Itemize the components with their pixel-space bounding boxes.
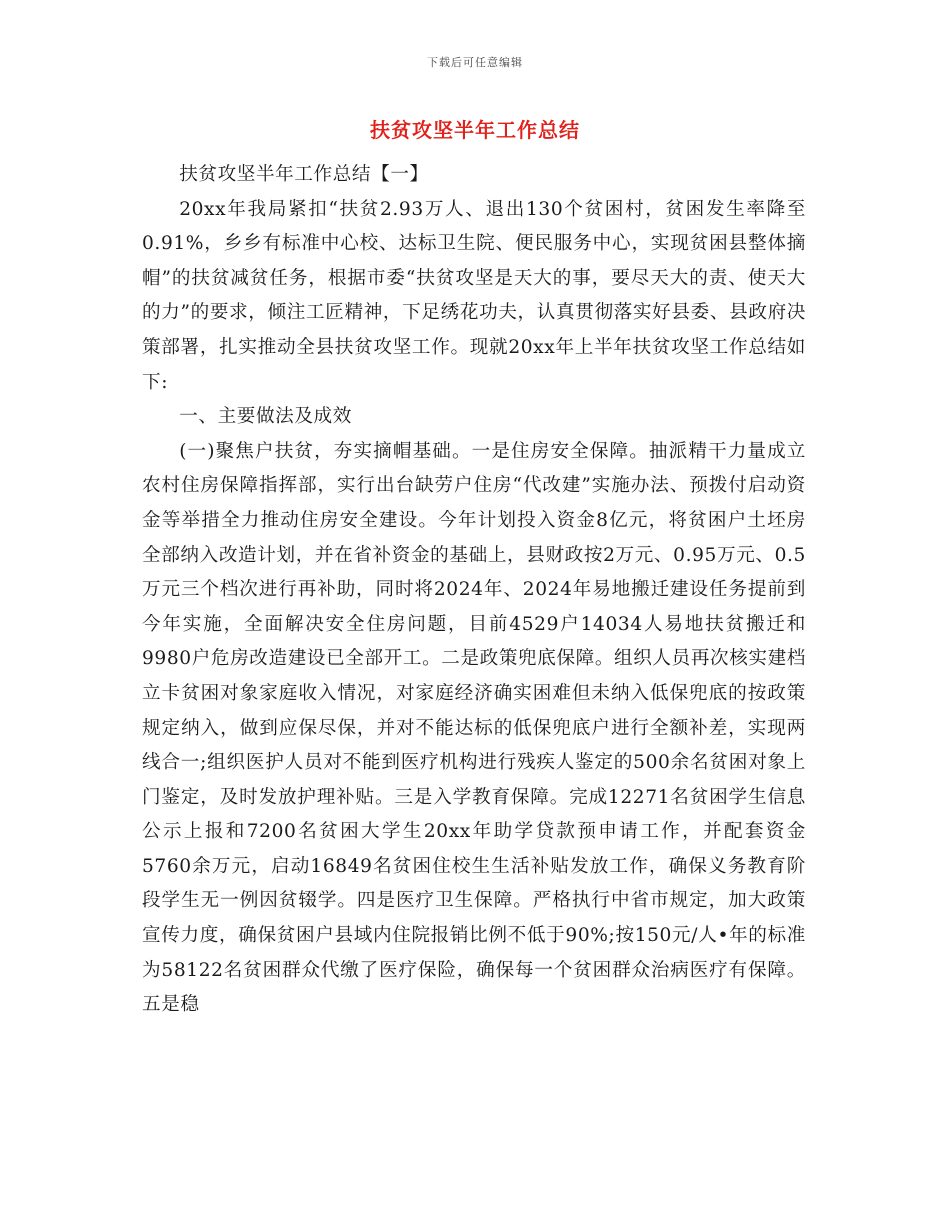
header-note: 下载后可任意编辑 [427,56,523,69]
document-body [142,158,806,1023]
section-heading: 扶贫攻坚半年工作总结【一】 [179,164,429,185]
subheading-main-measures: 一、主要做法及成效 [179,406,352,428]
intro-paragraph: 20xx年我局紧扣“扶贫2.93万人、退出130个贫困村，贫困发生率降至0.91%，乡乡有标准中心校、达标卫生院、便民服务中心，实现贫困县整体摘帽”的扶贫减贫任务，根据市委“扶贫攻坚是天大的事，要尽天大的责、使天大的力”的要求，倾注工匠精神，下足绣花功夫，认真贯彻落实好县委、县政府决策部署，扎实推动全县扶贫攻坚工作。现就20xx年上半年扶贫攻坚工作总结如下: [142,198,806,393]
body-paragraph: (一)聚焦户扶贫，夯实摘帽基础。一是住房安全保障。抽派精干力量成立农村住房保障指挥部，实行出台缺劳户住房“代改建”实施办法、预拨付启动资金等举措全力推动住房安全建设。今年计划投入资金8亿元，将贫困户土坯房全部纳入改造计划，并在省补资金的基础上，县财政按2万元、0.95万元、0.5万元三个档次进行再补助，同时将2024年、2024年易地搬迁建设任务提前到今年实施，全面解决安全住房问题，目前4529户14034人易地扶贫搬迁和9980户危房改造建设已全部开工。二是政策兜底保障。组织人员再次核实建档立卡贫困对象家庭收入情况，对家庭经济确实困难但未纳入低保兜底的按政策规定纳入，做到应保尽保，并对不能达标的低保兜底户进行全额补差，实现两线合一;组织医护人员对不能到医疗机构进行残疾人鉴定的500余名贫困对象上门鉴定，及时发放护理补贴。三是入学教育保障。完成12271名贫困学生信息公示上报和7200名贫困大学生20xx年助学贷款预申请工作，并配套资金5760余万元，启动16849名贫困住校生生活补贴发放工作，确保义务教育阶段学生无一例因贫辍学。四是医疗卫生保障。严格执行中省市规定，加大政策宣传力度，确保贫困户县域内住院报销比例不低于90%;按150元/人•年的标准为58122名贫困群众代缴了医疗保险，确保每一个贫困群众治病医疗有保障。五是稳 [142,440,806,1016]
document-title: 扶贫攻坚半年工作总结 [370,118,580,142]
